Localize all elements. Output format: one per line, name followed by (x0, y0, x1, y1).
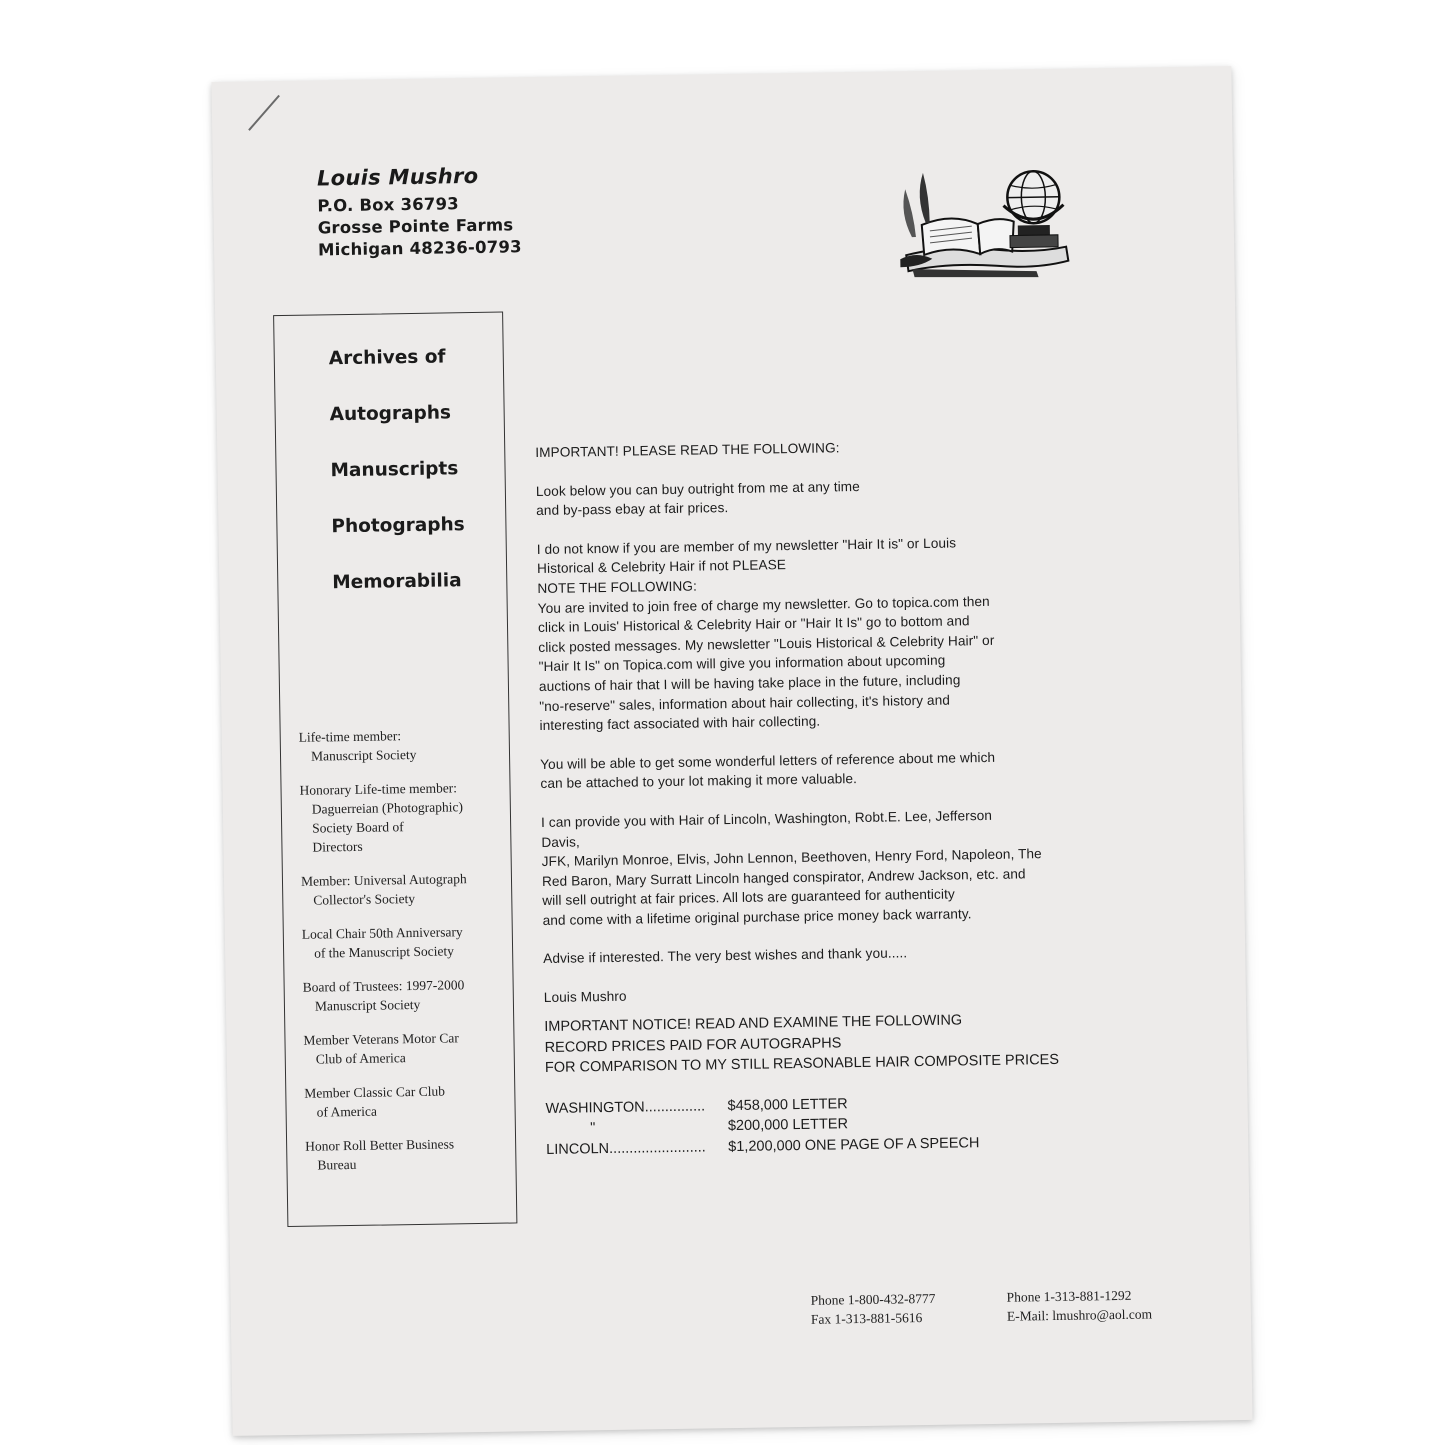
membership-item: Board of Trustees: 1997-2000 Manuscript Society (302, 977, 465, 1014)
price-name: " (545, 1120, 596, 1137)
category-item: Manuscripts (330, 458, 459, 482)
globe-book-quill-illustration (885, 165, 1075, 286)
email-address: E-Mail: lmushro@aol.com (1006, 1306, 1153, 1324)
membership-item: Member: Universal Autograph Collector's Society (300, 871, 467, 908)
category-item: Memorabilia (332, 570, 462, 594)
contact-column (1006, 1285, 1152, 1325)
pen-mark (248, 95, 280, 131)
letterhead (317, 162, 618, 262)
sidebar-box (273, 312, 517, 1228)
price-value: $458,000 LETTER (727, 1095, 848, 1114)
contact-info (810, 1285, 1210, 1327)
fax-number: Fax 1-313-881-5616 (810, 1310, 923, 1327)
category-item: Autographs (329, 402, 452, 426)
membership-item: Local Chair 50th Anniversary of the Manuscript Society (301, 924, 463, 961)
category-item: Photographs (331, 514, 465, 538)
letter-paragraph: You will be able to get some wonderful letters of reference about me which can be attached to your lot making it more valuable. (540, 749, 996, 792)
document-page (211, 66, 1252, 1436)
letter-signature: Louis Mushro (543, 988, 627, 1006)
membership-item: Honor Roll Better Business Bureau (305, 1136, 455, 1173)
price-value: $1,200,000 ONE PAGE OF A SPEECH (728, 1134, 980, 1155)
membership-item: Honorary Life-time member: Daguerreian (Photographic) Society Board of Directors (299, 780, 464, 855)
membership-item: Life-time member: Manuscript Society (298, 728, 417, 764)
letterhead-name: Louis Mushro (316, 163, 479, 191)
membership-list (299, 725, 506, 1190)
letter-paragraph: Advise if interested. The very best wishes and thank you..... (543, 945, 908, 967)
price-name: WASHINGTON............... (545, 1097, 706, 1117)
price-value: $200,000 LETTER (727, 1116, 849, 1135)
phone-number: Phone 1-800-432-8777 (810, 1290, 936, 1308)
letter-paragraph: Look below you can buy outright from me at any time and by-pass ebay at fair prices. (535, 478, 860, 519)
notice-line: FOR COMPARISON TO MY STILL REASONABLE HAIR COMPOSITE PRICES (544, 1051, 1060, 1076)
letter-body (535, 434, 1104, 1026)
address-line: Michigan 48236-0793 (317, 237, 522, 260)
letter-paragraph: I can provide you with Hair of Lincoln, Washington, Robt.E. Lee, Jefferson Davis, JFK, Marilyn Monroe, Elvis, John Lennon, Beethoven, Henry Ford, Napoleon, The Red Baron, Mary Surratt Lincoln hanged conspirator, Andrew Jackson, etc. and will sell outright at fair prices. All lots are guaranteed for authenticity and come with a lifetime original purchase price money back warranty. (540, 807, 1042, 928)
notice-line: IMPORTANT NOTICE! READ AND EXAMINE THE FOLLOWING (544, 1012, 963, 1035)
membership-item: Member Veterans Motor Car Club of America (303, 1030, 459, 1067)
address-line: Grosse Pointe Farms (317, 215, 514, 238)
category-list (329, 345, 503, 628)
letter-heading: IMPORTANT! PLEASE READ THE FOLLOWING: (535, 440, 840, 461)
address-line: P.O. Box 36793 (317, 194, 460, 216)
contact-column (810, 1289, 935, 1329)
letter-paragraph: I do not know if you are member of my newsletter "Hair It is" or Louis Historical & Celebrity Hair if not PLEASE NOTE THE FOLLOWING: You are invited to join free of charge my newsletter. Go to topica.com then click in Louis' Historical & Celebrity Hair or "Hair It Is" go to bottom and click posted messages. My newsletter "Louis Historical & Celebrity Hair" or "Hair It Is" on Topica.com will give you information about upcoming auctions of hair that I will be having take place in the future, including "no-reserve" sales, information about hair collecting, it's history and interesting fact associated with hair collecting. (536, 535, 995, 734)
price-table (545, 1089, 1166, 1160)
phone-number: Phone 1-313-881-1292 (1006, 1287, 1132, 1305)
price-name: LINCOLN........................ (546, 1138, 706, 1158)
membership-item: Member Classic Car Club of America (304, 1083, 446, 1120)
category-item: Archives of (328, 346, 446, 370)
notice-line: RECORD PRICES PAID FOR AUTOGRAPHS (544, 1034, 842, 1056)
price-notice (544, 1007, 1166, 1160)
